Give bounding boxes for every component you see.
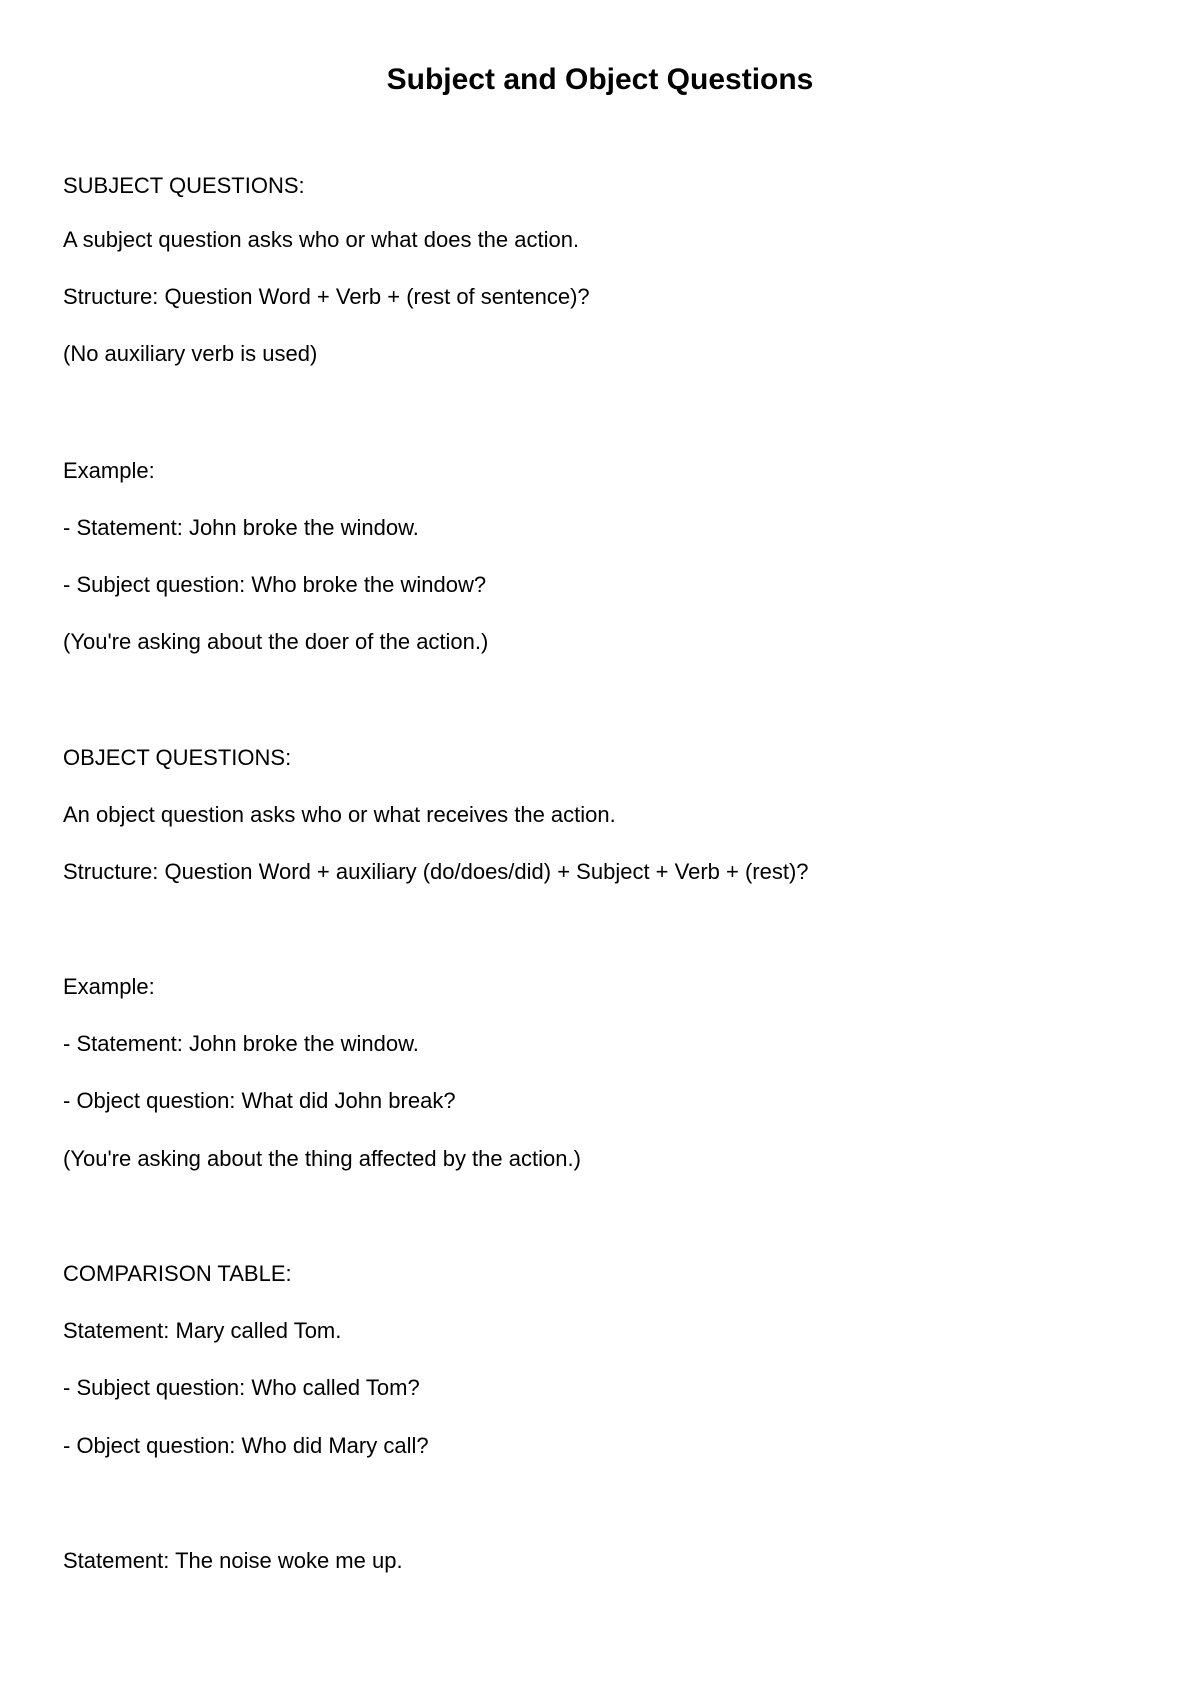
subject-example-question: - Subject question: Who broke the window? [63,572,487,597]
object-definition: An object question asks who or what receives the action. [63,802,616,827]
subject-note: (No auxiliary verb is used) [63,341,318,366]
subject-definition: A subject question asks who or what does the action. [63,227,580,252]
object-example-question: - Object question: What did John break? [63,1088,456,1113]
subject-questions-heading: SUBJECT QUESTIONS: [63,173,305,198]
object-example-statement: - Statement: John broke the window. [63,1031,419,1056]
page-title: Subject and Object Questions [386,63,814,96]
comparison-table-heading: COMPARISON TABLE: [63,1261,292,1286]
object-example-note: (You're asking about the thing affected by the action.) [63,1146,581,1171]
subject-example-heading: Example: [63,458,155,483]
comparison-subject-question-1: - Subject question: Who called Tom? [63,1375,420,1400]
comparison-statement-1: Statement: Mary called Tom. [63,1318,342,1343]
subject-example-note: (You're asking about the doer of the action.) [63,629,489,654]
subject-example-statement: - Statement: John broke the window. [63,515,419,540]
object-example-heading: Example: [63,974,155,999]
comparison-object-question-1: - Object question: Who did Mary call? [63,1433,429,1458]
comparison-statement-2: Statement: The noise woke me up. [63,1548,403,1573]
object-structure: Structure: Question Word + auxiliary (do/does/did) + Subject + Verb + (rest)? [63,859,809,884]
subject-structure: Structure: Question Word + Verb + (rest of sentence)? [63,284,590,309]
object-questions-heading: OBJECT QUESTIONS: [63,745,292,770]
